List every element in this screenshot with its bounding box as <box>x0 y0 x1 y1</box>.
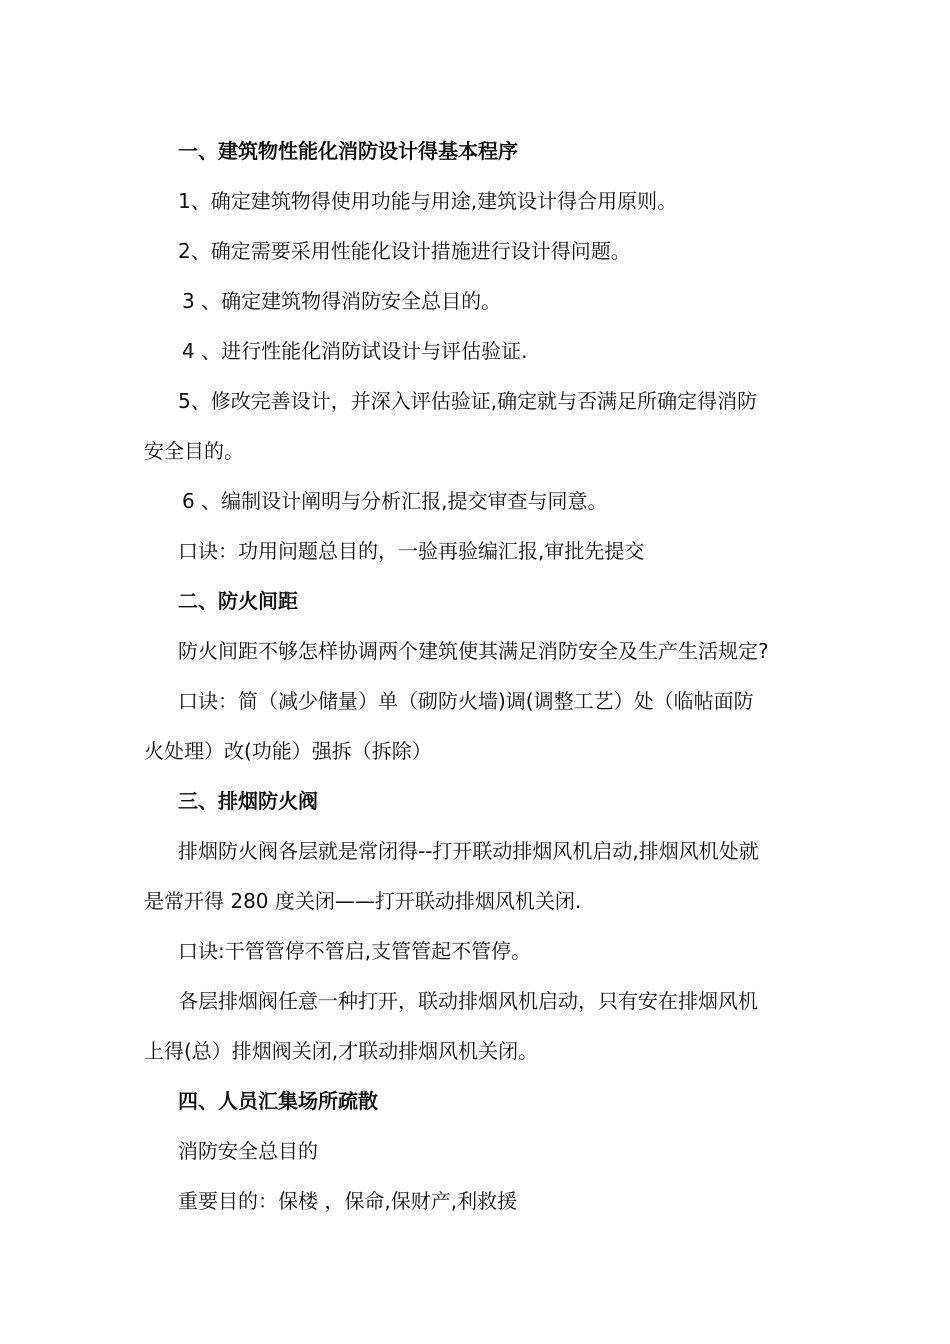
mnemonic: 口诀：简（减少储量）单（砌防火墙)调(调整工艺）处（临帖面防 <box>178 689 754 713</box>
paragraph: 4 、进行性能化消防试设计与评估验证. <box>182 339 528 363</box>
paragraph-continuation: 上得(总）排烟阀关闭,才联动排烟风机关闭。 <box>144 1039 539 1063</box>
mnemonic: 口诀：功用问题总目的，一验再验编汇报,审批先提交 <box>178 539 645 563</box>
paragraph: 6 、编制设计阐明与分析汇报,提交审查与同意。 <box>182 489 608 513</box>
section-heading-3: 三、排烟防火阀 <box>178 789 318 813</box>
paragraph: 各层排烟阀任意一种打开，联动排烟风机启动，只有安在排烟风机 <box>178 989 758 1013</box>
paragraph: 2、确定需要采用性能化设计措施进行设计得问题。 <box>178 239 631 263</box>
paragraph-continuation: 火处理）改(功能）强拆（拆除） <box>144 739 432 763</box>
section-heading-4: 四、人员汇集场所疏散 <box>178 1089 378 1113</box>
paragraph-continuation: 是常开得 280 度关闭——打开联动排烟风机关闭. <box>144 889 582 913</box>
mnemonic: 口诀:干管管停不管启,支管管起不管停。 <box>178 939 532 963</box>
paragraph: 防火间距不够怎样协调两个建筑使其满足消防安全及生产生活规定? <box>178 639 769 663</box>
paragraph: 重要目的：保楼 ，保命,保财产,利救援 <box>178 1189 518 1213</box>
section-heading-2: 二、防火间距 <box>178 589 298 613</box>
paragraph-continuation: 安全目的。 <box>144 439 244 463</box>
paragraph: 1、确定建筑物得使用功能与用途,建筑设计得合用原则。 <box>178 189 678 213</box>
paragraph: 消防安全总目的 <box>178 1139 318 1163</box>
document-body <box>144 126 824 1226</box>
paragraph: 排烟防火阀各层就是常闭得--打开联动排烟风机启动,排烟风机处就 <box>178 839 759 863</box>
paragraph: 5、修改完善设计，并深入评估验证,确定就与否满足所确定得消防 <box>178 389 758 413</box>
paragraph: 3 、确定建筑物得消防安全总目的。 <box>182 289 502 313</box>
section-heading-1: 一、建筑物性能化消防设计得基本程序 <box>178 139 518 163</box>
